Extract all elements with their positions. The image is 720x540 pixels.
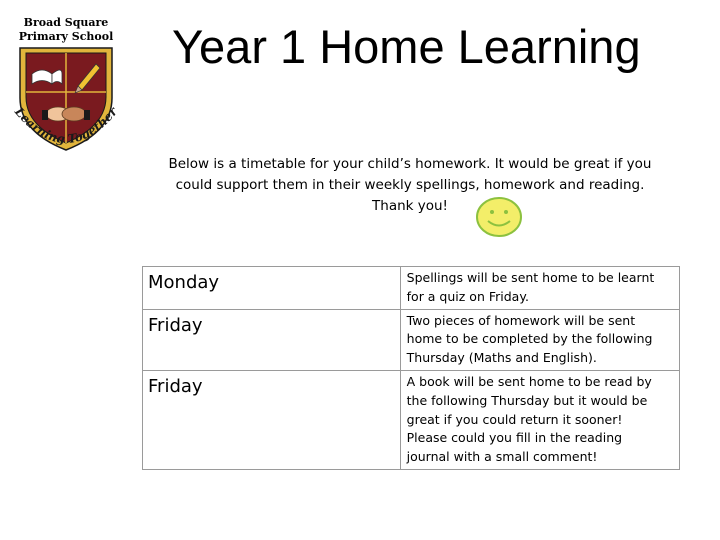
homework-timetable <box>142 266 680 470</box>
description-cell <box>400 309 679 370</box>
description-line: journal with a small comment! <box>406 449 598 465</box>
description-line: for a quiz on Friday. <box>406 288 529 304</box>
crest-school-name-line2: Primary School <box>18 30 114 43</box>
crest-school-name-line1: Broad Square <box>23 16 109 29</box>
table-row <box>143 370 680 469</box>
description-line: Spellings will be sent home to be learnt <box>406 270 655 285</box>
crest-motto: Learning Together <box>11 104 121 147</box>
school-crest-logo <box>8 14 124 160</box>
description-line: A book will be sent home to be read by <box>406 373 652 389</box>
description-line: great if you could return it sooner! <box>406 411 623 427</box>
description-cell <box>400 370 679 469</box>
description-line: Please could you fill in the reading <box>406 430 623 446</box>
description-line: Two pieces of homework will be sent <box>406 312 636 328</box>
day-cell: Friday <box>143 309 401 370</box>
smiley-face-icon <box>474 196 524 238</box>
handshake-icon <box>42 107 90 121</box>
description-line: the following Thursday but it would be <box>406 392 648 408</box>
intro-line: could support them in their weekly spellings, homework and reading. <box>175 177 645 193</box>
day-cell: Friday <box>143 370 401 469</box>
intro-line: Thank you! <box>372 198 448 214</box>
page-title: Year 1 Home Learning <box>172 20 641 73</box>
table-row <box>143 309 680 370</box>
day-cell: Monday <box>143 267 401 310</box>
intro-line: Below is a timetable for your child’s homework. It would be great if you <box>168 156 652 172</box>
table-row <box>143 267 680 310</box>
description-line: home to be completed by the following <box>406 331 653 347</box>
intro-text <box>150 154 670 217</box>
description-line: Thursday (Maths and English). <box>406 350 597 366</box>
description-cell <box>400 267 679 310</box>
